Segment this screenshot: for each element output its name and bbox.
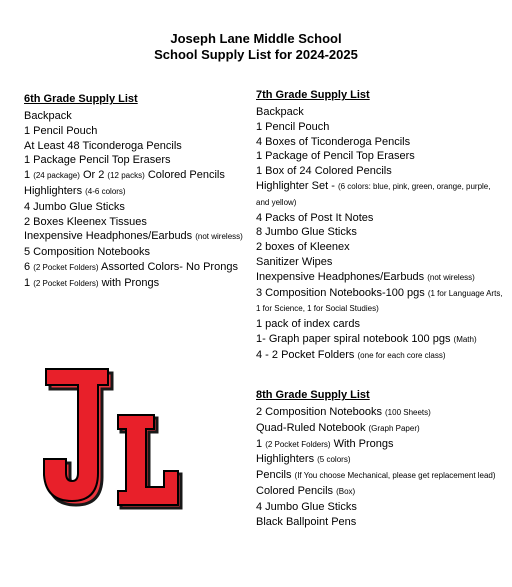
list-item [256,437,506,453]
item-text: 5 Composition Notebooks [24,246,150,259]
item-note: (24 package) [33,171,80,181]
list-item [24,124,250,139]
item-note: (not wireless) [195,232,243,242]
list-item [256,421,506,437]
item-text: Inexpensive Headphones/Earbuds [24,230,196,243]
item-text: 2 Composition Notebooks [256,406,386,418]
item-text: 3 Composition Notebooks-100 pgs [256,286,428,299]
list-item [256,468,506,484]
item-note: (Box) [336,486,356,496]
item-note: (12 packs) [107,171,145,181]
list-item [256,500,506,515]
item-text: Colored Pencils [256,484,337,497]
grade7-list [256,88,506,364]
list-item [24,200,250,215]
list-item [256,225,506,240]
item-text: 1 [24,169,34,182]
item-text: with Prongs [98,276,160,289]
item-text: 1 Pencil Pouch [24,124,98,137]
list-item [256,135,506,150]
item-text: 1 pack of index cards [256,318,360,331]
grade6-heading: 6th Grade Supply List [24,93,138,105]
grade8-list [256,388,506,529]
list-item [256,120,506,135]
item-text: 1 [256,437,266,450]
item-note: (2 Pocket Folders) [33,278,99,288]
jl-logo [40,363,184,511]
item-text: 4 Packs of Post It Notes [256,211,374,224]
item-text: 1 [24,276,34,289]
item-note: (100 Sheets) [385,408,431,417]
item-text: Highlighters [256,453,318,466]
item-text: 1 Box of 24 Colored Pencils [256,165,392,178]
item-text: Black Ballpoint Pens [256,515,357,528]
list-item [24,229,250,245]
item-text: 1 Package of Pencil Top Erasers [256,150,415,163]
list-item [24,153,250,168]
item-text: Backpack [24,110,72,122]
list-item [256,332,506,348]
item-text: Highlighters [24,184,86,197]
item-text: Backpack [256,106,304,118]
grade7-items [256,105,506,364]
list-item [24,245,250,260]
item-text: Inexpensive Headphones/Earbuds [256,270,428,283]
list-item [256,240,506,255]
item-text: Or 2 [79,169,108,182]
list-item [256,405,506,421]
item-text: At Least 48 Ticonderoga Pencils [24,139,182,152]
item-note: (4-6 colors) [85,186,126,196]
list-item [24,109,250,124]
list-item [256,164,506,179]
list-item [256,149,506,164]
item-note: (2 Pocket Folders) [33,262,99,272]
grade6-items [24,109,250,292]
item-text: Assorted Colors- No Prongs [98,260,238,273]
item-text: Sanitizer Wipes [256,255,333,268]
item-text: 1 Package Pencil Top Erasers [24,154,171,167]
item-note: (5 colors) [317,455,351,465]
list-item [256,515,506,530]
list-item [24,184,250,200]
list-item [256,452,506,468]
item-text: Colored Pencils [144,169,225,182]
item-text: 4 Boxes of Ticonderoga Pencils [256,135,411,148]
item-note: (one for each core class) [357,350,446,360]
item-text: Pencils [256,469,295,482]
grade6-list [24,92,250,292]
item-note: (2 Pocket Folders) [265,439,331,449]
list-item [256,179,506,211]
item-text: With Prongs [330,437,394,450]
list-item [256,105,506,120]
item-note: (1 for Language Arts, 1 for Science, 1 for Social Studies) [256,288,503,314]
list-item [256,255,506,270]
item-text: 2 boxes of Kleenex [256,241,350,254]
item-text: 6 [24,260,34,273]
item-note: (Graph Paper) [368,423,420,433]
list-item [256,348,506,364]
item-text: 4 Jumbo Glue Sticks [256,500,357,513]
list-item [256,484,506,500]
item-note: (Math) [453,334,477,344]
item-text: 4 - 2 Pocket Folders [256,348,358,361]
school-name: Joseph Lane Middle School [170,31,342,46]
list-item [256,270,506,286]
list-item [24,215,250,230]
grade7-heading: 7th Grade Supply List [256,89,370,101]
item-text: 2 Boxes Kleenex Tissues [24,215,147,228]
item-text: 4 Jumbo Glue Sticks [24,200,125,213]
list-item [24,139,250,154]
item-text: Highlighter Set - [256,179,338,192]
item-note: (not wireless) [427,272,475,282]
item-text: 1 Pencil Pouch [256,120,330,133]
item-note: (6 colors: blue, pink, green, orange, purple, and yellow) [256,181,491,207]
list-item [24,168,250,184]
item-text: 8 Jumbo Glue Sticks [256,226,357,239]
item-text: 1- Graph paper spiral notebook 100 pgs [256,332,454,345]
list-item [24,260,250,276]
list-item [256,286,506,318]
item-text: Quad-Ruled Notebook [256,421,369,434]
grade8-items [256,405,506,529]
document-title: School Supply List for 2024-2025 [154,47,358,62]
list-item [256,317,506,332]
item-note: (If You choose Mechanical, please get replacement lead) [294,471,496,481]
list-item [256,211,506,226]
list-item [24,276,250,292]
grade8-heading: 8th Grade Supply List [256,389,370,401]
